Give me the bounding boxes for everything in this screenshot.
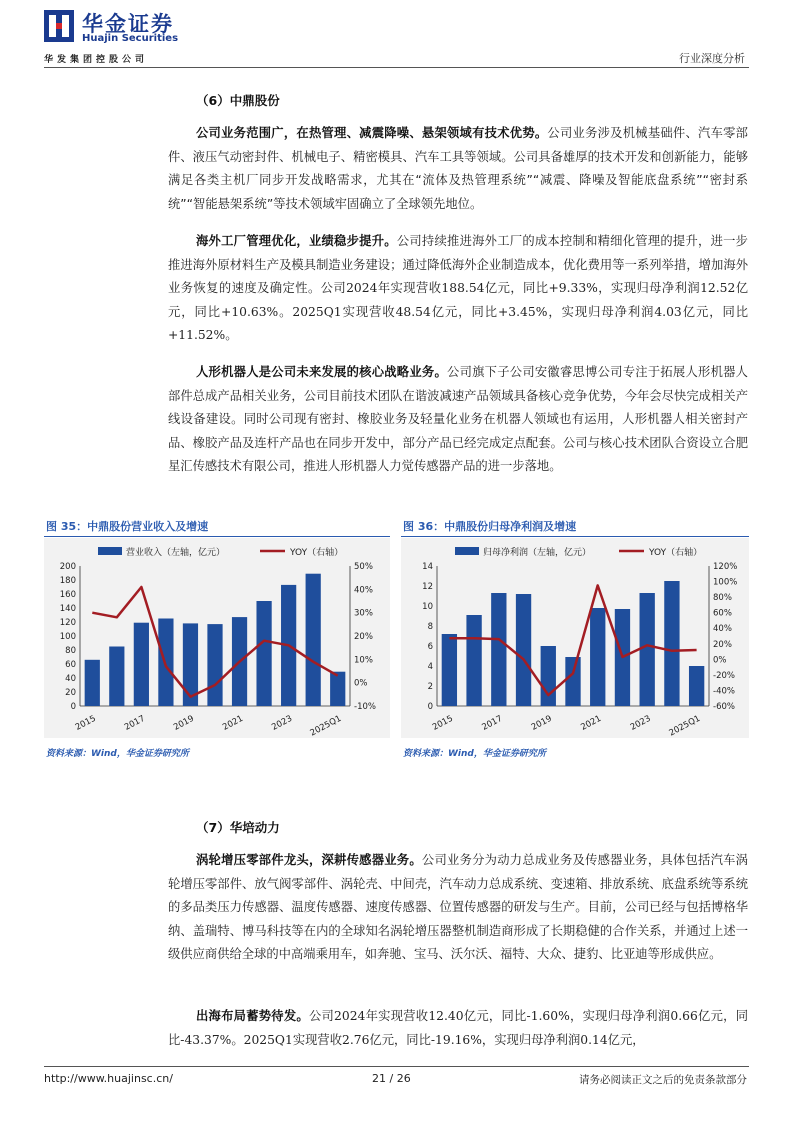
y-tick-label-left: 20: [65, 688, 76, 698]
x-tick-label: 2019: [529, 713, 554, 733]
legend-bar-swatch: [98, 547, 122, 555]
report-type: 行业深度分析: [679, 52, 745, 65]
bar: [306, 574, 321, 706]
y-tick-label-left: 14: [422, 562, 433, 572]
bar: [664, 581, 679, 706]
x-tick-label: 2025Q1: [308, 713, 344, 738]
group-name: 华发集团控股公司: [44, 55, 149, 65]
y-tick-label-right: 0%: [713, 655, 727, 666]
page-header: [0, 0, 793, 70]
paragraph-lead: 涡轮增压零部件龙头，深耕传感器业务。: [196, 853, 422, 867]
y-tick-label-right: -10%: [354, 702, 376, 712]
y-tick-label-left: 0: [70, 702, 76, 712]
bar: [541, 646, 556, 706]
bar: [516, 594, 531, 706]
y-tick-label-right: -40%: [713, 686, 735, 697]
x-tick-label: 2017: [122, 713, 147, 733]
paragraph-lead: 出海布局蓄势待发。: [196, 1009, 309, 1023]
y-tick-label-left: 80: [65, 646, 76, 656]
footer-url-link[interactable]: http://www.huajinsc.cn/: [44, 1072, 173, 1085]
paragraph-body: 公司旗下子公司安徽睿思博公司专注于拓展人形机器人部件总成产品相关业务，公司目前技术团队在谐波减速产品领域具备核心竞争优势，今年会尽快完成相关产线设备建设。同时公司现有密封、橡胶业务及轻量化业务在机器人领域也有运用，人形机器人相关密封产品、橡胶产品及连杆产品也在同步开发中，部分产品已经完成定点配套。公司与核心技术团队合资设立合肥星汇传感技术有限公司，推进人形机器人力觉传感器产品的进一步落地。: [168, 365, 748, 474]
y-tick-label-left: 10: [422, 602, 433, 612]
chart-36: [401, 538, 749, 738]
paragraph-lead: 人形机器人是公司未来发展的核心战略业务。: [196, 365, 448, 379]
y-tick-label-left: 140: [59, 604, 76, 614]
legend-bar-swatch: [455, 547, 479, 555]
y-tick-label-left: 120: [59, 618, 76, 628]
x-tick-label: 2017: [480, 713, 505, 733]
y-tick-label-left: 0: [427, 702, 433, 712]
section-title: （7）华培动力: [196, 820, 280, 835]
y-tick-label-right: 40%: [354, 585, 373, 596]
x-tick-label: 2023: [628, 713, 653, 733]
y-tick-label-left: 40: [65, 674, 76, 684]
bar: [109, 647, 124, 707]
chart-35: [44, 538, 390, 738]
y-tick-label-left: 4: [427, 662, 433, 672]
paragraph: [168, 361, 748, 479]
y-tick-label-left: 6: [427, 642, 433, 652]
y-tick-label-left: 200: [59, 562, 76, 572]
x-tick-label: 2015: [73, 713, 98, 733]
paragraph-body: 公司业务涉及机械基础件、汽车零部件、液压气动密封件、机械电子、精密模具、汽车工具等领域。公司具备雄厚的技术开发和创新能力，能够满足各类主机厂同步开发战略需求，尤其在“流体及热管理系统”“减震、降噪及智能底盘系统”“密封系统”“智能悬架系统”等技术领域牢固确立了全球领先地位。: [168, 126, 748, 211]
header-divider: [44, 67, 749, 68]
y-tick-label-left: 160: [59, 590, 76, 600]
y-tick-label-right: 100%: [713, 577, 738, 588]
y-tick-label-right: 50%: [354, 562, 373, 572]
page-number: 21 / 26: [372, 1072, 411, 1085]
paragraph: [168, 122, 748, 216]
x-tick-label: 2021: [221, 713, 245, 733]
legend-label: 营业收入（左轴，亿元）: [126, 548, 226, 558]
figure-source: 资料来源：Wind，华金证券研究所: [403, 749, 546, 759]
footer-divider: [44, 1066, 749, 1067]
bar: [466, 615, 481, 706]
y-tick-label-right: 60%: [713, 608, 732, 619]
huajin-logo-icon: [44, 10, 74, 42]
paragraph-lead: 公司业务范围广，在热管理、减震降噪、悬架领域有技术优势。: [196, 126, 548, 140]
y-tick-label-right: 40%: [713, 624, 732, 635]
y-tick-label-right: 0%: [354, 678, 368, 689]
y-tick-label-right: 20%: [354, 632, 373, 642]
x-tick-label: 2019: [172, 713, 196, 733]
bar: [207, 624, 222, 706]
x-tick-label: 2015: [430, 713, 455, 733]
paragraph: [168, 1005, 748, 1052]
x-tick-label: 2025Q1: [667, 713, 703, 738]
figure-title: 图 35：中鼎股份营业收入及增速: [46, 520, 209, 533]
bar: [85, 660, 100, 706]
paragraph: [168, 849, 748, 967]
y-tick-label-right: 80%: [713, 593, 732, 604]
bar: [442, 634, 457, 706]
y-tick-label-right: 30%: [354, 608, 373, 619]
paragraph-body: 公司业务分为动力总成业务及传感器业务，具体包括汽车涡轮增压零部件、放气阀零部件、涡轮壳、中间壳，汽车动力总成系统、变速箱、排放系统、底盘系统等系统的多品类压力传感器、温度传感器、速度传感器、位置传感器的研发与生产。目前，公司已经与包括博格华纳、盖瑞特、博马科技等在内的全球知名涡轮增压器整机制造商形成了长期稳健的合作关系，并通过上述一级供应商供给全球的中高端乘用车，如奔驰、宝马、沃尔沃、福特、大众、捷豹、比亚迪等形成供应。: [168, 853, 748, 962]
section-title: （6）中鼎股份: [196, 93, 280, 108]
bar: [640, 593, 655, 706]
figure-divider: [44, 536, 390, 537]
paragraph: [168, 230, 748, 348]
bar: [590, 608, 605, 706]
y-tick-label-right: 120%: [713, 562, 738, 572]
y-tick-label-right: -20%: [713, 670, 735, 681]
paragraph-body: 公司持续推进海外工厂的成本控制和精细化管理的提升，进一步推进海外原材料生产及模具制造业务建设；通过降低海外企业制造成本，优化费用等一系列举措，增加海外业务恢复的速度及确定性。公司2024年实现营收188.54亿元，同比+9.33%，实现归母净利润12.52亿元，同比+10.63%。2025Q1实现营收48.54亿元，同比+3.45%，实现归母净利润4.03亿元，同比+11.52%。: [168, 234, 748, 343]
y-tick-label-right: -60%: [713, 702, 735, 712]
figure-divider: [401, 536, 749, 537]
x-tick-label: 2023: [270, 713, 295, 733]
legend-label: YOY（右轴）: [649, 548, 703, 558]
paragraph-lead: 海外工厂管理优化，业绩稳步提升。: [196, 234, 397, 248]
disclaimer-note: 请务必阅读正文之后的免责条款部分: [579, 1074, 747, 1086]
bar: [689, 666, 704, 706]
legend-label: YOY（右轴）: [290, 548, 344, 558]
y-tick-label-left: 2: [427, 682, 433, 692]
paragraph-body: 公司2024年实现营收12.40亿元，同比-1.60%，实现归母净利润0.66亿元，同比-43.37%。2025Q1实现营收2.76亿元，同比-19.16%，实现归母净利润0.14亿元，: [168, 1009, 748, 1047]
y-tick-label-left: 12: [422, 582, 433, 592]
x-tick-label: 2021: [579, 713, 604, 733]
y-tick-label-left: 100: [59, 632, 76, 642]
bar: [330, 672, 345, 706]
y-tick-label-right: 10%: [354, 655, 373, 666]
y-tick-label-left: 60: [65, 660, 76, 670]
y-tick-label-left: 8: [427, 622, 433, 632]
figure-title: 图 36：中鼎股份归母净利润及增速: [403, 520, 577, 533]
figure-source: 资料来源：Wind，华金证券研究所: [46, 749, 189, 759]
bar: [256, 601, 271, 706]
bar: [491, 593, 506, 706]
legend-label: 归母净利润（左轴，亿元）: [483, 548, 592, 558]
bar: [134, 623, 149, 706]
y-tick-label-left: 180: [59, 576, 76, 586]
brand-name-cn: 华金证券: [82, 12, 174, 36]
bar: [565, 657, 580, 706]
brand-name-en: Huajin Securities: [82, 33, 179, 44]
y-tick-label-right: 20%: [713, 639, 732, 650]
